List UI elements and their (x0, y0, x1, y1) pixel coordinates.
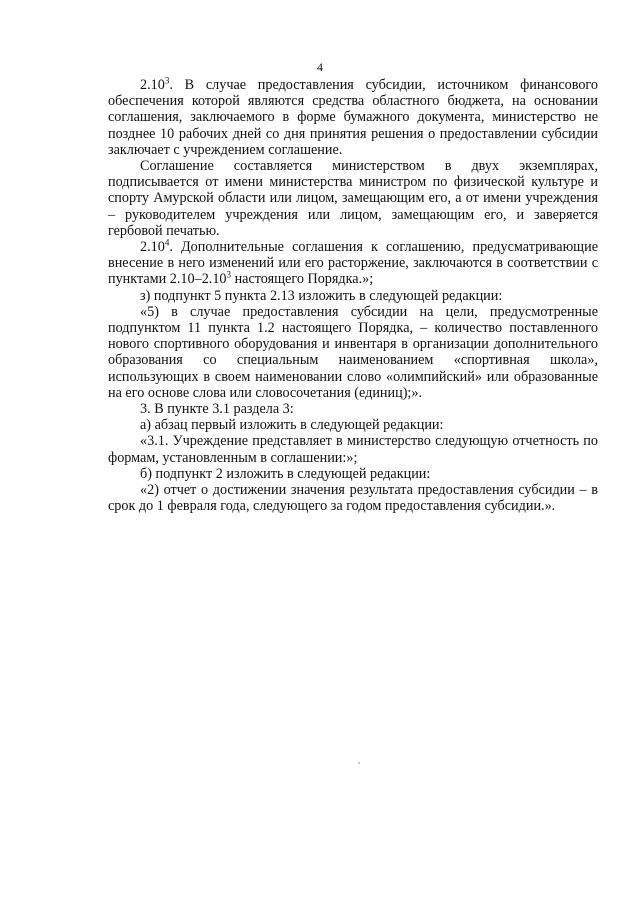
paragraph (108, 288, 598, 304)
paragraph (108, 466, 598, 482)
paragraph-text: «3.1. Учреждение представляет в министерство следующую отчетность по формам, установленным в соглашении:»; (108, 433, 598, 466)
paragraph (108, 77, 598, 158)
paragraph (108, 433, 598, 465)
paragraph-text: . В случае предоставления субсидии, источником финансового обеспечения которой являются средства областного бюджета, на основании соглашения, заключаемого в форме бумажного документа, министерство не позднее 10 рабочих дней со дня принятия решения о предоставлении субсидии заключает с учреждением соглашение. (108, 77, 598, 158)
superscript: 3 (164, 75, 170, 86)
paragraph-text: 2.10 (140, 239, 165, 256)
paragraph (108, 417, 598, 433)
scan-speck (358, 762, 360, 764)
paragraph-text: а) абзац первый изложить в следующей редакции: (140, 417, 444, 434)
paragraph (108, 482, 598, 514)
paragraph-text: «5) в случае предоставления субсидии на цели, предусмотренные подпунктом 11 пункта 1.2 настоящего Порядка, – количество поставленного нового спортивного оборудования и инвентаря в организации дополнительного образования со специальным наименованием «спортивная школа», использующих в своем наименовании слово «олимпийский» или образованные на его основе слова или словосочетания (единиц);». (108, 303, 598, 401)
paragraph (108, 239, 598, 288)
paragraph-text: з) подпункт 5 пункта 2.13 изложить в следующей редакции: (140, 287, 503, 304)
superscript: 3 (226, 269, 232, 280)
superscript: 4 (164, 237, 170, 248)
paragraph (108, 401, 598, 417)
paragraph-text: Соглашение составляется министерством в двух экземплярах, подписывается от имени министерства министром по физической культуре и спорту Амурской области или лицом, замещающим его, а от имени учреждения – руководителем учреждения или лицом, замещающим его, и заверяется гербовой печатью. (108, 158, 598, 239)
paragraph-text: б) подпункт 2 изложить в следующей редакции: (140, 465, 431, 482)
page-number: 4 (317, 60, 323, 74)
paragraph (108, 304, 598, 401)
paragraph-text: настоящего Порядка.»; (231, 271, 374, 288)
paragraph-text: 2.10 (140, 77, 165, 93)
paragraph-text: . Дополнительные соглашения к соглашению, предусматривающие внесение в него изменений или его расторжение, заключаются в соответствии с пунктами 2.10–2.10 (108, 239, 598, 288)
document-body (108, 77, 598, 514)
paragraph-text: «2) отчет о достижении значения результата предоставления субсидии – в срок до 1 февраля года, следующего за годом предоставления субсидии.». (108, 482, 598, 515)
paragraph-text: 3. В пункте 3.1 раздела 3: (140, 401, 294, 418)
paragraph (108, 158, 598, 239)
